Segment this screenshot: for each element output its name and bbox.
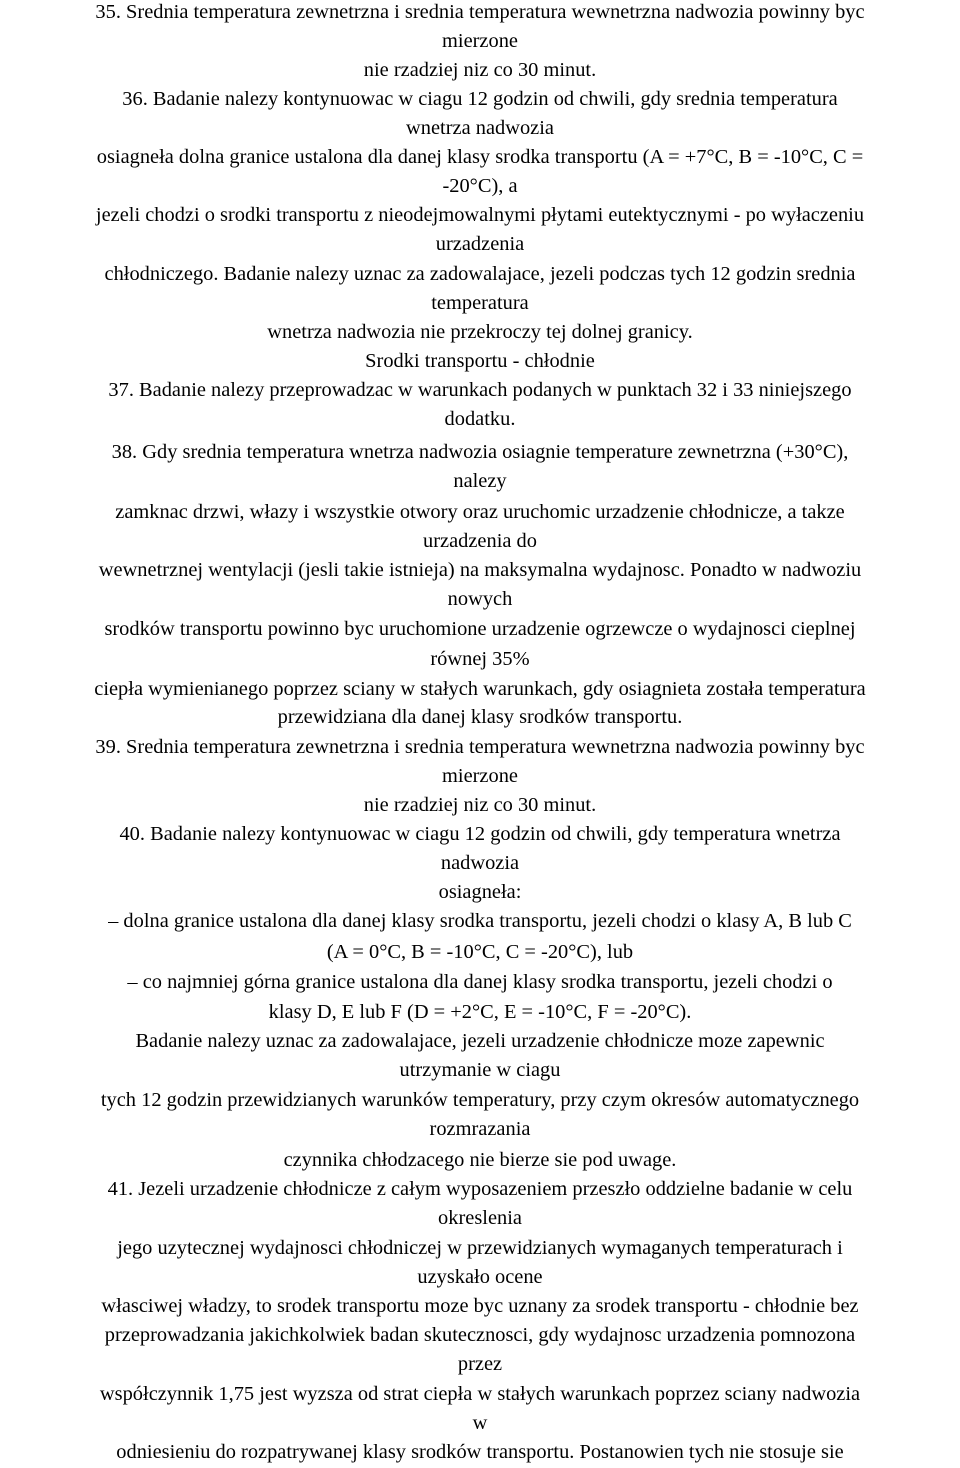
section-heading: Srodki transportu - chłodnie [365, 350, 595, 372]
text-line: nowych [447, 588, 513, 610]
text-line: srodków transportu powinno byc uruchomione urzadzenie ogrzewcze o wydajnosci cieplnej [104, 618, 856, 640]
text-line: zamknac drzwi, włazy i wszystkie otwory oraz uruchomic urzadzenie chłodnicze, a takze [115, 501, 845, 523]
text-line: 37. Badanie nalezy przeprowadzac w warunkach podanych w punktach 32 i 33 niniejszego [108, 379, 852, 401]
text-line: 39. Srednia temperatura zewnetrzna i srednia temperatura wewnetrzna nadwozia powinny byc [95, 736, 865, 758]
text-line: mierzone [442, 765, 518, 787]
text-line: uzyskało ocene [417, 1266, 543, 1288]
list-item: – dolna granice ustalona dla danej klasy srodka transportu, jezeli chodzi o klasy A, B lub C [108, 910, 852, 932]
text-line: przez [457, 1353, 503, 1375]
list-item: – co najmniej górna granice ustalona dla danej klasy srodka transportu, jezeli chodzi o [127, 971, 833, 993]
text-line: wewnetrznej wentylacji (jesli takie istnieja) na maksymalna wydajnosc. Ponadto w nadwoziu [98, 559, 862, 581]
text-line: czynnika chłodzacego nie bierze sie pod uwage. [283, 1149, 677, 1171]
text-line: wnetrza nadwozia [406, 117, 554, 139]
text-line: 38. Gdy srednia temperatura wnetrza nadwozia osiagnie temperature zewnetrzna (+30°C), [111, 441, 849, 463]
text-line: nie rzadziej niz co 30 minut. [363, 59, 597, 81]
text-line: urzadzenia do [423, 530, 537, 552]
text-line: wnetrza nadwozia nie przekroczy tej dolnej granicy. [267, 321, 693, 343]
text-line: 41. Jezeli urzadzenie chłodnicze z całym wyposazeniem przeszło oddzielne badanie w celu [107, 1178, 853, 1200]
text-line: 35. Srednia temperatura zewnetrzna i srednia temperatura wewnetrzna nadwozia powinny byc [95, 1, 865, 23]
text-line: 40. Badanie nalezy kontynuowac w ciagu 12 godzin od chwili, gdy temperatura wnetrza [119, 823, 841, 845]
text-line: w [472, 1412, 488, 1434]
text-line: osiagneła dolna granice ustalona dla danej klasy srodka transportu (A = +7°C, B = -10°C, C = [96, 146, 864, 168]
text-line: jezeli chodzi o srodki transportu z nieodejmowalnymi płytami eutektycznymi - po wyłaczeniu [95, 204, 865, 226]
text-line: przewidziana dla danej klasy srodków transportu. [277, 706, 683, 728]
text-line: odniesieniu do rozpatrywanej klasy srodków transportu. Postanowien tych nie stosuje sie [116, 1441, 844, 1463]
text-line: własciwej władzy, to srodek transportu moze byc uznany za srodek transportu - chłodnie bez [101, 1295, 859, 1317]
text-line: klasy D, E lub F (D = +2°C, E = -10°C, F = -20°C). [268, 1001, 692, 1023]
text-line: równej 35% [430, 648, 530, 670]
text-line: nie rzadziej niz co 30 minut. [363, 794, 597, 816]
text-line: urzadzenia [435, 233, 525, 255]
text-line: tych 12 godzin przewidzianych warunków temperatury, przy czym okresów automatycznego [100, 1089, 860, 1111]
text-line: współczynnik 1,75 jest wyzsza od strat ciepła w stałych warunkach poprzez sciany nadwozia [99, 1383, 861, 1405]
text-line: chłodniczego. Badanie nalezy uznac za zadowalajace, jezeli podczas tych 12 godzin srednia [104, 263, 856, 285]
text-line: przeprowadzania jakichkolwiek badan skutecznosci, gdy wydajnosc urzadzenia pomnozona [104, 1324, 856, 1346]
text-line: mierzone [442, 30, 518, 52]
text-line: utrzymanie w ciagu [399, 1059, 561, 1081]
text-line: (A = 0°C, B = -10°C, C = -20°C), lub [326, 941, 634, 963]
text-line: rozmrazania [429, 1118, 531, 1140]
text-line: -20°C), a [442, 175, 518, 197]
text-line: jego uzytecznej wydajnosci chłodniczej w przewidzianych wymaganych temperaturach i [117, 1237, 843, 1259]
text-line: osiagneła: [438, 881, 522, 903]
text-line: 36. Badanie nalezy kontynuowac w ciagu 12 godzin od chwili, gdy srednia temperatura [122, 88, 838, 110]
text-line: temperatura [431, 292, 529, 314]
text-line: dodatku. [444, 408, 516, 430]
text-line: Badanie nalezy uznac za zadowalajace, jezeli urzadzenie chłodnicze moze zapewnic [135, 1030, 825, 1052]
text-line: okreslenia [438, 1207, 522, 1229]
text-line: nadwozia [440, 852, 520, 874]
text-line: ciepła wymienianego poprzez sciany w stałych warunkach, gdy osiagnieta została temperatura [94, 678, 866, 700]
text-line: nalezy [453, 470, 507, 492]
